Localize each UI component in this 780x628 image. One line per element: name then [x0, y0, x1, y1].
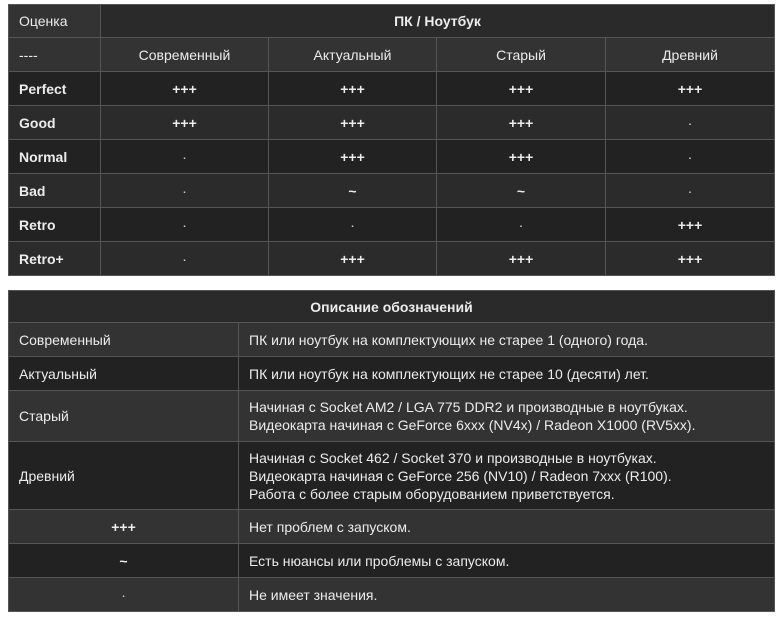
legend-row [9, 510, 775, 544]
table-row [9, 174, 775, 208]
rating-cell: +++ [606, 208, 775, 242]
legend-key: Старый [9, 391, 239, 442]
rating-cell: +++ [437, 140, 606, 174]
rating-cell: +++ [269, 106, 437, 140]
legend-row [9, 442, 775, 510]
row-label: Normal [9, 140, 101, 174]
table-row [9, 72, 775, 106]
header-rating-label: Оценка [9, 5, 101, 38]
rating-cell: +++ [606, 242, 775, 276]
row-label: Retro [9, 208, 101, 242]
legend-description: Не имеет значения. [239, 578, 775, 612]
legend-description: Начиная с Socket 462 / Socket 370 и производные в ноутбуках. Видеокарта начиная с GeForce 256 (NV10) / Radeon 7xxx (R100). Работа с более старым оборудованием приветствуется. [239, 442, 775, 510]
legend-description: Начиная с Socket AM2 / LGA 775 DDR2 и производные в ноутбуках. Видеокарта начиная с GeForce 6xxx (NV4x) / Radeon X1000 (RV5xx). [239, 391, 775, 442]
legend-description: ПК или ноутбук на комплектующих не старее 10 (десяти) лет. [239, 357, 775, 391]
legend-key: ~ [9, 544, 239, 578]
legend-row [9, 323, 775, 357]
subheader-cell: Актуальный [269, 38, 437, 72]
rating-cell: +++ [437, 242, 606, 276]
rating-cell: +++ [606, 72, 775, 106]
legend-row [9, 544, 775, 578]
rating-cell: . [437, 208, 606, 242]
legend-table [8, 290, 775, 612]
row-label: Perfect [9, 72, 101, 106]
rating-cell: +++ [269, 72, 437, 106]
rating-cell: ~ [437, 174, 606, 208]
rating-cell: +++ [269, 242, 437, 276]
legend-title: Описание обозначений [9, 291, 775, 323]
subheader-cell: Современный [101, 38, 269, 72]
rating-cell: . [101, 242, 269, 276]
rating-cell: +++ [437, 106, 606, 140]
subheader-cell: Древний [606, 38, 775, 72]
rating-table [8, 4, 775, 276]
legend-row [9, 391, 775, 442]
table-row [9, 208, 775, 242]
rating-cell: . [606, 106, 775, 140]
rating-cell: . [101, 174, 269, 208]
rating-cell: +++ [101, 72, 269, 106]
row-label: Bad [9, 174, 101, 208]
rating-cell: . [101, 208, 269, 242]
row-label: Retro+ [9, 242, 101, 276]
table-row [9, 106, 775, 140]
legend-key: +++ [9, 510, 239, 544]
table-row [9, 242, 775, 276]
legend-row [9, 578, 775, 612]
subheader-cell: Старый [437, 38, 606, 72]
rating-cell: . [606, 174, 775, 208]
rating-cell: +++ [101, 106, 269, 140]
subheader-cell: ---- [9, 38, 101, 72]
legend-description: ПК или ноутбук на комплектующих не старее 1 (одного) года. [239, 323, 775, 357]
legend-key: . [9, 578, 239, 612]
rating-cell: ~ [269, 174, 437, 208]
rating-cell: +++ [437, 72, 606, 106]
rating-cell: +++ [269, 140, 437, 174]
legend-row [9, 357, 775, 391]
legend-description: Есть нюансы или проблемы с запуском. [239, 544, 775, 578]
rating-cell: . [101, 140, 269, 174]
row-label: Good [9, 106, 101, 140]
header-pc-laptop: ПК / Ноутбук [101, 5, 775, 38]
legend-key: Актуальный [9, 357, 239, 391]
legend-key: Современный [9, 323, 239, 357]
rating-cell: . [269, 208, 437, 242]
legend-description: Нет проблем с запуском. [239, 510, 775, 544]
rating-cell: . [606, 140, 775, 174]
table-row [9, 140, 775, 174]
legend-key: Древний [9, 442, 239, 510]
